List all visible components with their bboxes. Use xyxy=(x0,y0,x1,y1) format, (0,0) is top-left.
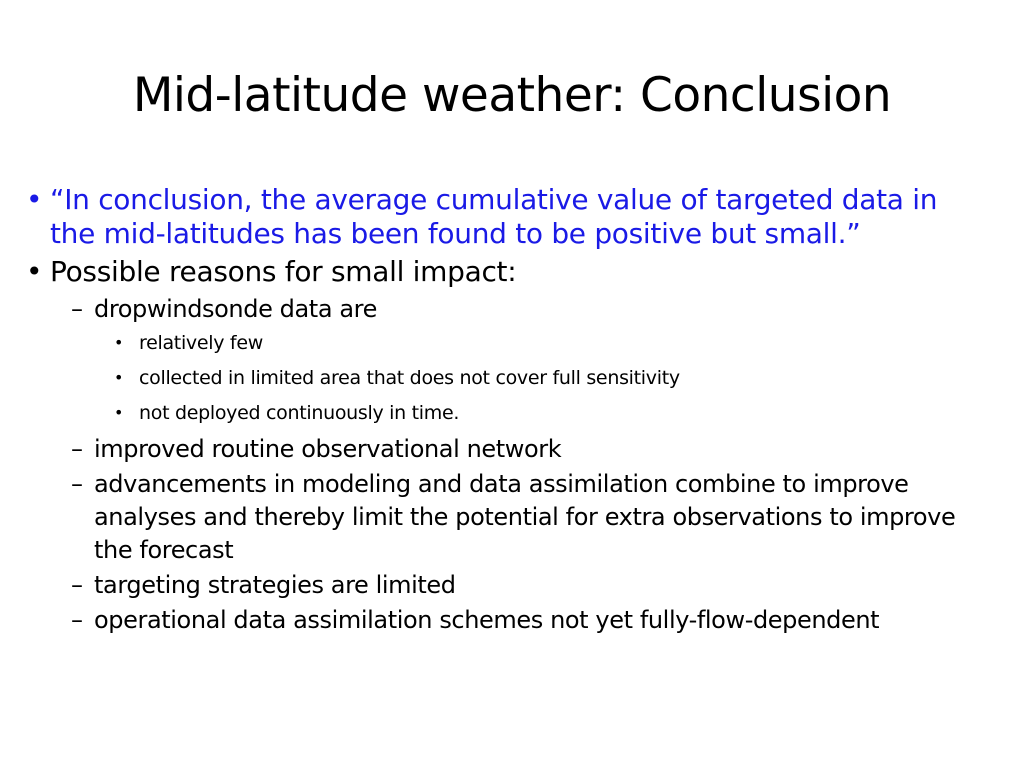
dash-marker: – xyxy=(71,606,83,634)
bullet-marker: • xyxy=(114,368,124,387)
bullet-quote xyxy=(26,183,976,251)
bullet-marker: • xyxy=(114,333,124,352)
sub-bullet-text: advancements in modeling and data assimilation combine to improve analyses and thereby limit the potential for extra observations to improve the forecast xyxy=(94,470,956,564)
sub-bullet-modeling xyxy=(71,468,976,567)
dash-marker: – xyxy=(71,470,83,498)
sub-sub-bullet-text: relatively few xyxy=(139,332,263,354)
bullet-reasons xyxy=(26,255,976,289)
sub-sub-bullet-few xyxy=(114,328,976,358)
sub-sub-bullet-not-continuous xyxy=(114,398,976,428)
sub-bullet-text: dropwindsonde data are xyxy=(94,295,377,323)
dash-marker: – xyxy=(71,571,83,599)
sub-sub-bullet-limited-area xyxy=(114,363,976,393)
bullet-marker: • xyxy=(114,403,124,422)
quote-text: “In conclusion, the average cumulative value of targeted data in the mid-latitudes has been found to be positive but small.” xyxy=(50,183,938,250)
bullet-marker: • xyxy=(26,183,43,216)
slide-title: Mid-latitude weather: Conclusion xyxy=(132,68,892,123)
sub-bullet-text: operational data assimilation schemes not yet fully-flow-dependent xyxy=(94,606,880,634)
dash-marker: – xyxy=(71,435,83,463)
sub-bullet-routine-network xyxy=(71,433,976,466)
reasons-heading: Possible reasons for small impact: xyxy=(50,255,517,288)
dash-marker: – xyxy=(71,295,83,323)
sub-bullet-targeting xyxy=(71,569,976,602)
sub-bullet-text: targeting strategies are limited xyxy=(94,571,456,599)
slide-body xyxy=(26,183,976,639)
sub-bullet-assimilation xyxy=(71,604,976,637)
sub-sub-bullet-text: not deployed continuously in time. xyxy=(139,402,460,424)
sub-bullet-text: improved routine observational network xyxy=(94,435,562,463)
sub-sub-bullet-text: collected in limited area that does not cover full sensitivity xyxy=(139,367,680,389)
bullet-marker: • xyxy=(26,255,43,288)
sub-bullet-dropwindsonde xyxy=(71,293,976,326)
